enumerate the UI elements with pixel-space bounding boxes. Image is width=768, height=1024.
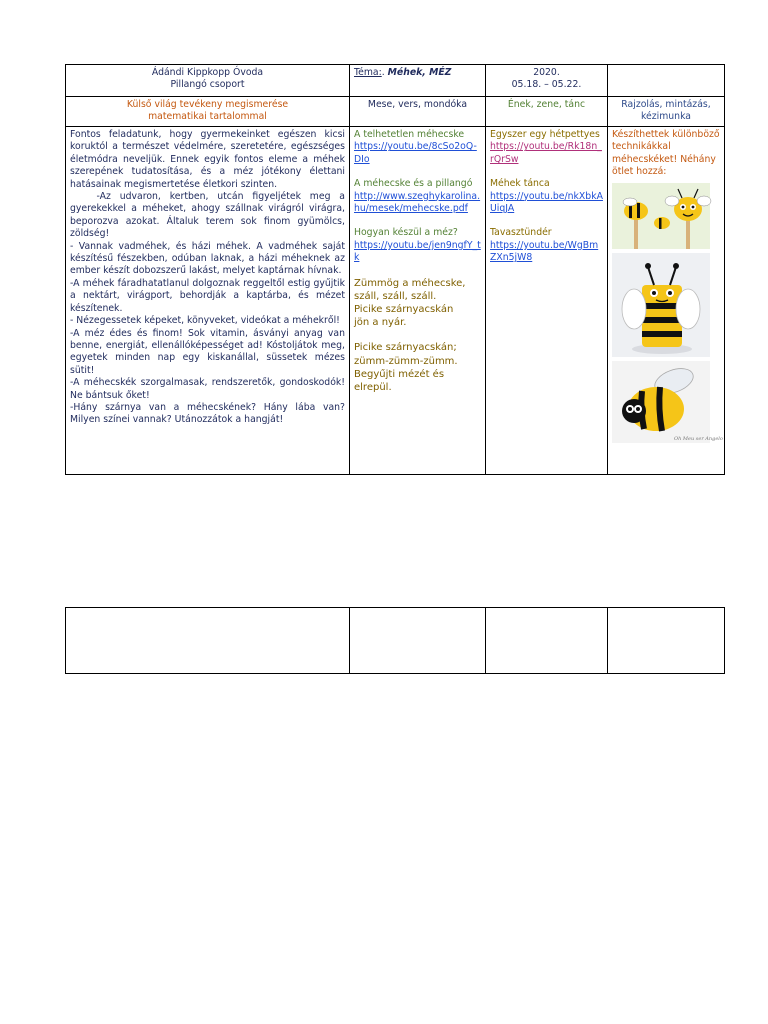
poem-line: száll, száll, száll. bbox=[354, 290, 437, 302]
bee-spoon-craft-image bbox=[612, 183, 710, 249]
song-link[interactable]: https://youtu.be/WgBmZXn5jW8 bbox=[490, 239, 599, 264]
empty-header-cell bbox=[608, 65, 725, 97]
empty-table bbox=[65, 607, 725, 674]
song-link[interactable]: https://youtu.be/Rk18n_rQrSw bbox=[490, 141, 602, 165]
story-title: A méhecske és a pillangó bbox=[354, 178, 473, 190]
paragraph: -A méhecskék szorgalmasak, rendszeretők, gondoskodók! Ne bántsuk őket! bbox=[70, 377, 345, 401]
craft-text: Készíthettek különböző technikákkal méhecskéket! Néhány ötlet hozzá: bbox=[612, 129, 720, 178]
empty-cell bbox=[66, 608, 350, 674]
empty-cell bbox=[486, 608, 608, 674]
col4-heading-line2: kézimunka bbox=[641, 111, 691, 123]
theme-value: Méhek, MÉZ bbox=[387, 67, 452, 78]
date-range: 05.18. – 05.22. bbox=[511, 79, 582, 91]
header-row bbox=[66, 65, 725, 97]
poem-line: jön a nyár. bbox=[354, 317, 407, 329]
col1-heading bbox=[66, 97, 350, 127]
paragraph: Fontos feladatunk, hogy gyermekeinket egészen kicsi koruktól a természet védelmére, szeretetére, egészséges életmódra neveljük. Ennek egyik fontos eleme a méhek szerepének tudatosítása, és a méz jótékony élettani hatásainak megismertetése életkori szinten. bbox=[70, 129, 345, 190]
col2-heading: Mese, vers, mondóka bbox=[350, 97, 486, 127]
story-title: A telhetetlen méhecske bbox=[354, 129, 465, 140]
date-cell bbox=[486, 65, 608, 97]
poem-line: zümm-zümm-zümm. bbox=[354, 355, 458, 367]
theme-label: Téma: bbox=[354, 67, 382, 78]
song-title: Egyszer egy hétpettyes bbox=[490, 129, 600, 140]
group-name: Pillangó csoport bbox=[170, 79, 245, 91]
year: 2020. bbox=[533, 67, 560, 78]
bee-ball-craft-image bbox=[612, 361, 723, 443]
song-title: Tavasztündér bbox=[490, 227, 552, 239]
col4-heading-line1: Rajzolás, mintázás, bbox=[621, 99, 711, 110]
poem-line: elrepül. bbox=[354, 382, 392, 394]
empty-row bbox=[66, 608, 725, 674]
watermark-text: Oh Meu ser Angelo bbox=[674, 435, 723, 442]
song-link[interactable]: https://youtu.be/nkXbkAUiqJA bbox=[490, 190, 603, 215]
poem-line: Begyűjti mézét és bbox=[354, 368, 445, 380]
story-link[interactable]: http://www.szeghykarolina.hu/mesek/mehecske.pdf bbox=[354, 190, 481, 215]
paragraph: - Vannak vadméhek, és házi méhek. A vadméhek saját készítésű fészekben, odúban laknak, a házi méheknek az ember készít dobozszerű lakást, melyet kaptárnak hívnak. bbox=[70, 240, 345, 277]
paragraph: - Nézegessetek képeket, könyveket, videókat a méhekről! bbox=[70, 315, 340, 327]
paragraph: -Az udvaron, kertben, utcán figyeljétek meg a gyerekekkel a méheket, ahogy szállnak virágról virágra, beporozva azokat. Általuk terem sok finom gyümölcs, zöldség! bbox=[70, 191, 348, 240]
theme-separator: . bbox=[381, 67, 388, 78]
col4-heading bbox=[608, 97, 725, 127]
school-name: Ádándi Kippkopp Óvoda bbox=[151, 67, 264, 78]
theme-cell bbox=[350, 65, 486, 97]
story-link[interactable]: https://youtu.be/8cSo2oQ-DIo bbox=[354, 141, 477, 165]
weekly-plan-table bbox=[65, 64, 725, 475]
empty-cell bbox=[350, 608, 486, 674]
bee-roll-craft-image bbox=[612, 253, 710, 357]
col3-heading: Ének, zene, tánc bbox=[486, 97, 608, 127]
story-link[interactable]: https://youtu.be/jen9ngfY_tk bbox=[354, 239, 481, 264]
empty-cell bbox=[608, 608, 725, 674]
col3-content bbox=[486, 127, 608, 475]
col1-heading-line2: matematikai tartalommal bbox=[148, 111, 267, 123]
poem-line: Zümmög a méhecske, bbox=[354, 277, 466, 289]
paragraph: -A méz édes és finom! Sok vitamin, ásványi anyag van benne, energiát, ellenállóképességet ad! Kóstoljátok meg, egyetek minden nap egy kiskanállal, süssetek mézes sütit! bbox=[70, 327, 345, 376]
subheader-row bbox=[66, 97, 725, 127]
paragraph: -A méhek fáradhatatlanul dolgoznak reggeltől estig gyűjtik a nektárt, virágport, behordják a kaptárba, és mézet készítenek. bbox=[70, 277, 345, 314]
poem-line: Picike szárnyacskán bbox=[354, 304, 454, 316]
poem-line: Picike szárnyacskán; bbox=[354, 342, 457, 354]
story-title: Hogyan készül a méz? bbox=[354, 227, 458, 239]
col4-content bbox=[608, 127, 725, 475]
school-cell bbox=[66, 65, 350, 97]
paragraph: -Hány szárnya van a méhecskének? Hány lába van? Milyen színei vannak? Utánozzátok a hangját! bbox=[70, 401, 345, 426]
col2-content bbox=[350, 127, 486, 475]
content-row bbox=[66, 127, 725, 475]
col1-content bbox=[66, 127, 350, 475]
song-title: Méhek tánca bbox=[490, 178, 550, 190]
col1-heading-line1: Külső világ tevékeny megismerése bbox=[126, 99, 289, 110]
